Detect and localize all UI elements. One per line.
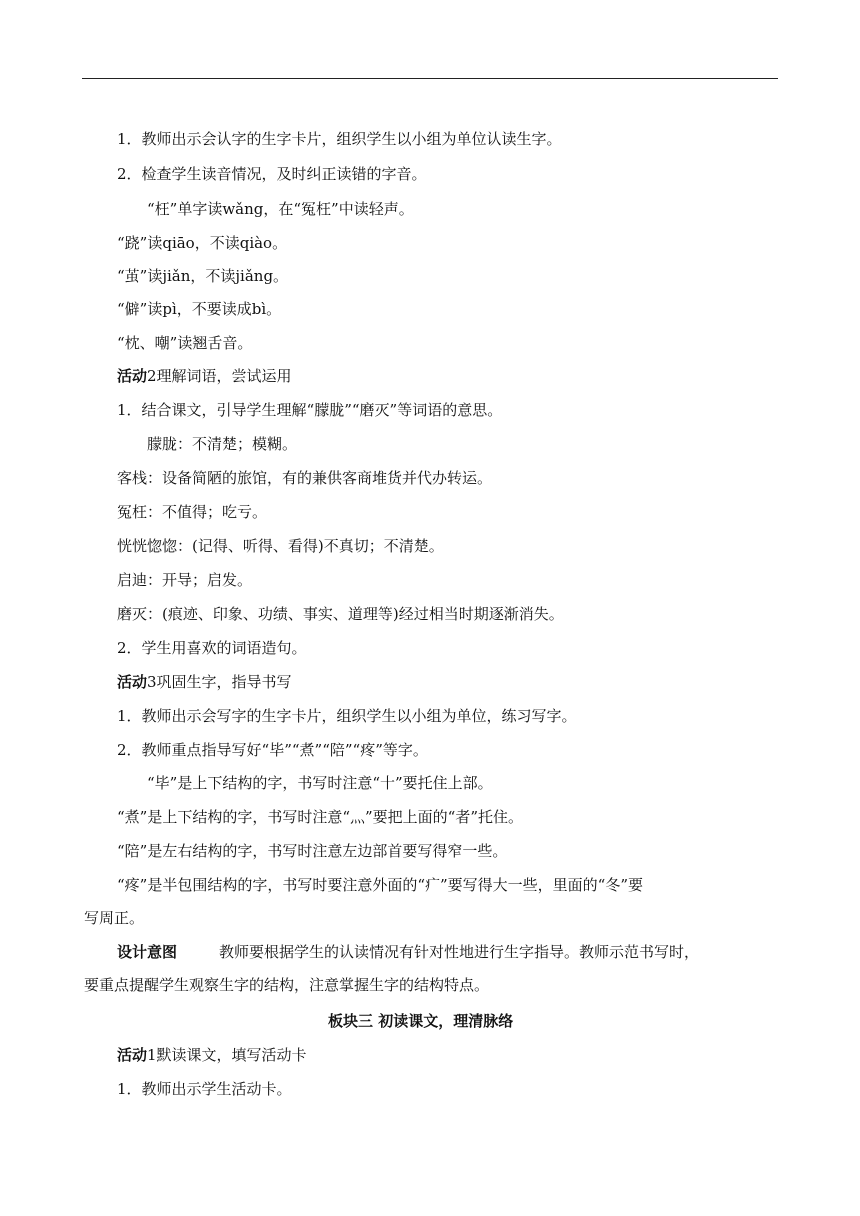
activity-title: 3巩固生字，指导书写 (147, 673, 292, 691)
text-line: “毕”是上下结构的字，书写时注意“十”要托住上部。 (147, 774, 493, 792)
text-line: 2．教师重点指导写好“毕”“煮”“陪”“疼”等字。 (117, 741, 428, 759)
design-intent-text: 教师要根据学生的认读情况有针对性地进行生字指导。教师示范书写时， (219, 943, 700, 961)
text-line: “枕、嘲”读翘舌音。 (117, 334, 253, 352)
activity-title: 1默读课文，填写活动卡 (147, 1046, 307, 1064)
text-line: “跷”读qiāo，不读qiào。 (117, 234, 288, 252)
activity-label: 活动 (117, 673, 148, 691)
text-line: 要重点提醒学生观察生字的结构，注意掌握生字的结构特点。 (84, 976, 490, 994)
activity-heading (117, 672, 292, 692)
section-heading: 板块三 初读课文，理清脉络 (328, 1012, 514, 1030)
activity-heading (117, 1045, 307, 1065)
activity-label: 活动 (117, 1046, 148, 1064)
text-line: 写周正。 (84, 909, 145, 927)
text-line: “陪”是左右结构的字，书写时注意左边部首要写得窄一些。 (117, 842, 508, 860)
text-line: 启迪：开导；启发。 (117, 571, 253, 589)
text-line: 2．学生用喜欢的词语造句。 (117, 639, 307, 657)
design-intent-line (117, 942, 699, 962)
header-rule (82, 78, 778, 79)
text-line: “僻”读pì，不要读成bì。 (117, 300, 282, 318)
text-line: “疼”是半包围结构的字，书写时要注意外面的“疒”要写得大一些，里面的“冬”要 (117, 876, 644, 894)
text-line: 恍恍惚惚：(记得、听得、看得)不真切；不清楚。 (117, 537, 444, 555)
activity-label: 活动 (117, 367, 148, 385)
activity-title: 2理解词语，尝试运用 (147, 367, 292, 385)
text-line: 朦胧：不清楚；模糊。 (147, 435, 298, 453)
text-line: “枉”单字读wǎng，在“冤枉”中读轻声。 (147, 200, 414, 218)
text-line: 客栈：设备简陋的旅馆，有的兼供客商堆货并代办转运。 (117, 469, 493, 487)
design-intent-label: 设计意图 (117, 943, 178, 961)
text-line: “茧”读jiǎn，不读jiǎng。 (117, 267, 289, 285)
text-line: 1．教师出示学生活动卡。 (117, 1080, 292, 1098)
text-line: 冤枉：不值得；吃亏。 (117, 503, 268, 521)
text-line: 1．教师出示会写字的生字卡片，组织学生以小组为单位，练习写字。 (117, 707, 577, 725)
activity-heading (117, 366, 292, 386)
text-line: 1．教师出示会认字的生字卡片，组织学生以小组为单位认读生字。 (117, 130, 562, 148)
text-line: 2．检查学生读音情况，及时纠正读错的字音。 (117, 165, 427, 183)
text-line: “煮”是上下结构的字，书写时注意“灬”要把上面的“者”托住。 (117, 808, 524, 826)
text-line: 1．结合课文，引导学生理解“朦胧”“磨灭”等词语的意思。 (117, 401, 503, 419)
text-line: 磨灭：(痕迹、印象、功绩、事实、道理等)经过相当时期逐渐消失。 (117, 605, 564, 623)
